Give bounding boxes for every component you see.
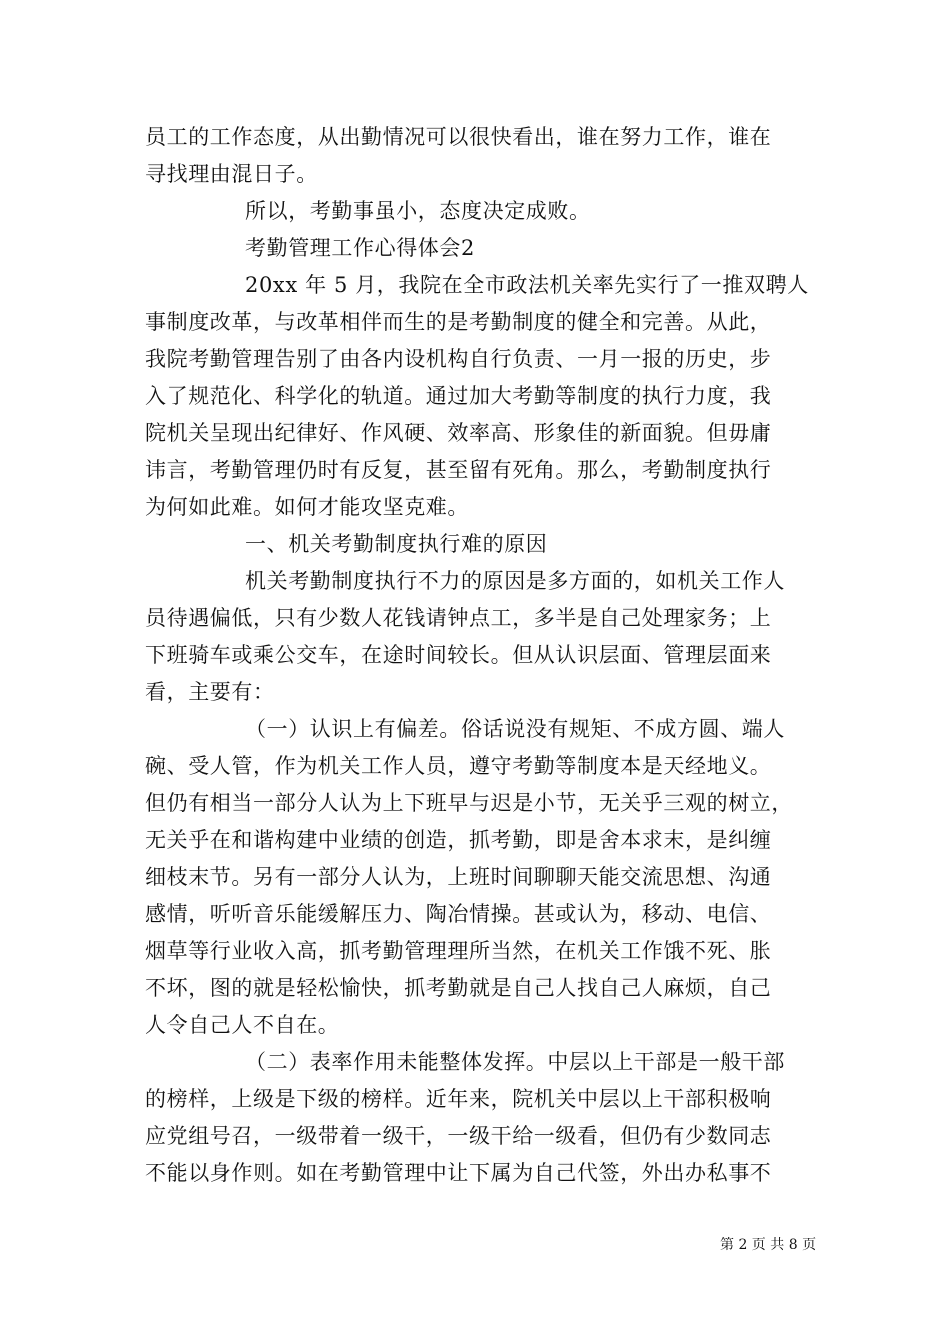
body-line-16: 看，主要有： (145, 680, 275, 704)
body-line-29: 不能以身作则。如在考勤管理中让下属为自己代签，外出办私事不 (145, 1161, 772, 1185)
body-line-13: 机关考勤制度执行不力的原因是多方面的，如机关工作人 (245, 569, 785, 593)
body-line-14: 员待遇偏低，只有少数人花钱请钟点工，多半是自己处理家务；上 (145, 606, 772, 630)
body-line-20: 无关乎在和谐构建中业绩的创造，抓考勤，即是舍本求末，是纠缠 (145, 828, 772, 852)
body-line-2: 寻找理由混日子。 (145, 162, 318, 186)
point-two-line: （二）表率作用未能整体发挥。中层以上干部是一般干部 (245, 1050, 785, 1074)
page-footer: 第 2 页 共 8 页 (720, 1237, 817, 1253)
body-line-23: 烟草等行业收入高，抓考勤管理理所当然，在机关工作饿不死、胀 (145, 939, 772, 963)
body-line-1: 员工的工作态度，从出勤情况可以很快看出，谁在努力工作，谁在 (145, 125, 772, 149)
body-line-5: 20xx 年 5 月，我院在全市政法机关率先实行了一推双聘人 (245, 273, 809, 297)
body-line-10: 讳言，考勤管理仍时有反复，甚至留有死角。那么，考勤制度执行 (145, 458, 772, 482)
body-line-18: 碗、受人管，作为机关工作人员，遵守考勤等制度本是天经地义。 (145, 754, 772, 778)
subheading-reasons: 一、机关考勤制度执行难的原因 (245, 532, 548, 556)
body-line-28: 应党组号召，一级带着一级干，一级干给一级看，但仍有少数同志 (145, 1124, 772, 1148)
body-line-9: 院机关呈现出纪律好、作风硬、效率高、形象佳的新面貌。但毋庸 (145, 421, 772, 445)
body-line-8: 入了规范化、科学化的轨道。通过加大考勤等制度的执行力度，我 (145, 384, 772, 408)
body-line-6: 事制度改革，与改革相伴而生的是考勤制度的健全和完善。从此， (145, 310, 772, 334)
body-line-27: 的榜样，上级是下级的榜样。近年来，院机关中层以上干部积极响 (145, 1087, 772, 1111)
point-one-line: （一）认识上有偏差。俗话说没有规矩、不成方圆、端人 (245, 717, 785, 741)
body-line-21: 细枝末节。另有一部分人认为，上班时间聊聊天能交流思想、沟通 (145, 865, 772, 889)
body-line-22: 感情，听听音乐能缓解压力、陶冶情操。甚或认为，移动、电信、 (145, 902, 772, 926)
body-line-3: 所以，考勤事虽小，态度决定成败。 (245, 199, 591, 223)
body-line-15: 下班骑车或乘公交车，在途时间较长。但从认识层面、管理层面来 (145, 643, 772, 667)
section-heading-2: 考勤管理工作心得体会2 (245, 236, 475, 260)
body-line-19: 但仍有相当一部分人认为上下班早与迟是小节，无关乎三观的树立， (145, 791, 793, 815)
body-line-11: 为何如此难。如何才能攻坚克难。 (145, 495, 469, 519)
body-line-24: 不坏，图的就是轻松愉快，抓考勤就是自己人找自己人麻烦，自己 (145, 976, 772, 1000)
body-line-25: 人令自己人不自在。 (145, 1013, 340, 1037)
body-line-7: 我院考勤管理告别了由各内设机构自行负责、一月一报的历史，步 (145, 347, 772, 371)
